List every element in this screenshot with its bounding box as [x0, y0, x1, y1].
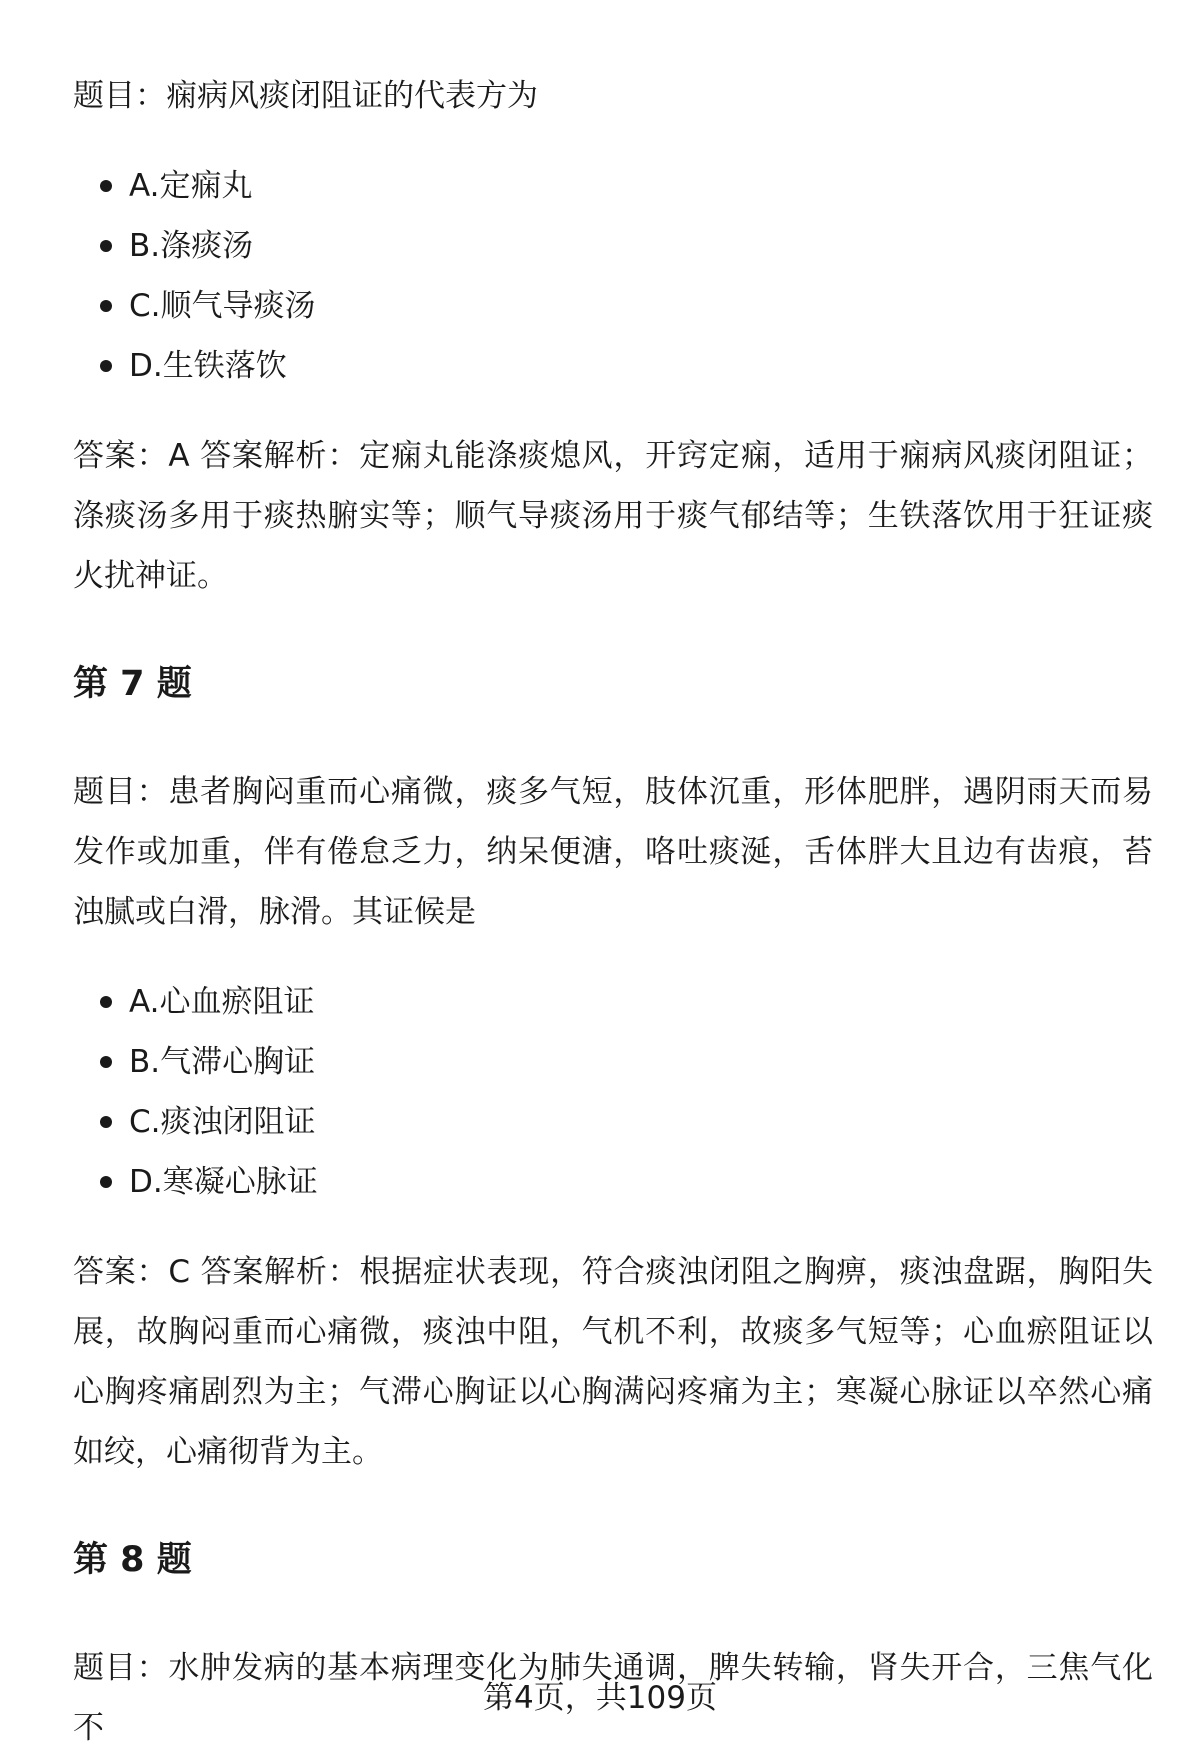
- bullet-icon: [100, 300, 112, 312]
- option-label: C.痰浊闭阻证: [129, 1104, 316, 1140]
- option-label: C.顺气导痰汤: [129, 288, 316, 324]
- question-6-option-c: [73, 276, 1153, 336]
- question-6-option-d: [73, 336, 1153, 396]
- bullet-icon: [100, 180, 112, 192]
- bullet-icon: [100, 1176, 112, 1188]
- bullet-icon: [100, 1116, 112, 1128]
- question-6-option-a: [73, 156, 1153, 216]
- question-6-answer: 答案：A 答案解析：定痫丸能涤痰熄风，开窍定痫，适用于痫病风痰闭阻证；涤痰汤多用于痰热腑实等；顺气导痰汤用于痰气郁结等；生铁落饮用于狂证痰火扰神证。: [73, 438, 1153, 594]
- option-label: A.心血瘀阻证: [129, 984, 315, 1020]
- question-7-option-d: [73, 1152, 1153, 1212]
- question-7-option-c: [73, 1092, 1153, 1152]
- question-7-stem: 题目：患者胸闷重而心痛微，痰多气短，肢体沉重，形体肥胖，遇阴雨天而易发作或加重，伴有倦怠乏力，纳呆便溏，咯吐痰涎，舌体胖大且边有齿痕，苔浊腻或白滑，脉滑。其证候是: [73, 774, 1153, 930]
- question-7-answer: 答案：C 答案解析：根据症状表现，符合痰浊闭阻之胸痹，痰浊盘踞，胸阳失展，故胸闷重而心痛微，痰浊中阻，气机不利，故痰多气短等；心血瘀阻证以心胸疼痛剧烈为主；气滞心胸证以心胸满闷疼痛为主；寒凝心脉证以卒然心痛如绞，心痛彻背为主。: [73, 1254, 1153, 1470]
- option-label: A.定痫丸: [129, 168, 253, 204]
- page-number: 第4页，共109页: [483, 1680, 717, 1716]
- bullet-icon: [100, 240, 112, 252]
- question-6-stem: 题目：痫病风痰闭阻证的代表方为: [73, 78, 538, 114]
- bullet-icon: [100, 996, 112, 1008]
- bullet-icon: [100, 1056, 112, 1068]
- question-7-heading: 第 7 题: [73, 664, 192, 704]
- option-label: B.气滞心胸证: [129, 1044, 316, 1080]
- option-label: D.生铁落饮: [129, 348, 287, 384]
- question-7-option-a: [73, 972, 1153, 1032]
- option-label: D.寒凝心脉证: [129, 1164, 318, 1200]
- question-6-options: [73, 156, 1153, 396]
- question-7-options: [73, 972, 1153, 1212]
- question-7-option-b: [73, 1032, 1153, 1092]
- bullet-icon: [100, 360, 112, 372]
- option-label: B.涤痰汤: [129, 228, 254, 264]
- question-8-stem: 题目：水肿发病的基本病理变化为肺失通调，脾失转输，肾失开合，三焦气化不: [73, 1650, 1153, 1746]
- question-8-heading: 第 8 题: [73, 1540, 192, 1580]
- document-body: [73, 66, 1153, 1758]
- question-6-option-b: [73, 216, 1153, 276]
